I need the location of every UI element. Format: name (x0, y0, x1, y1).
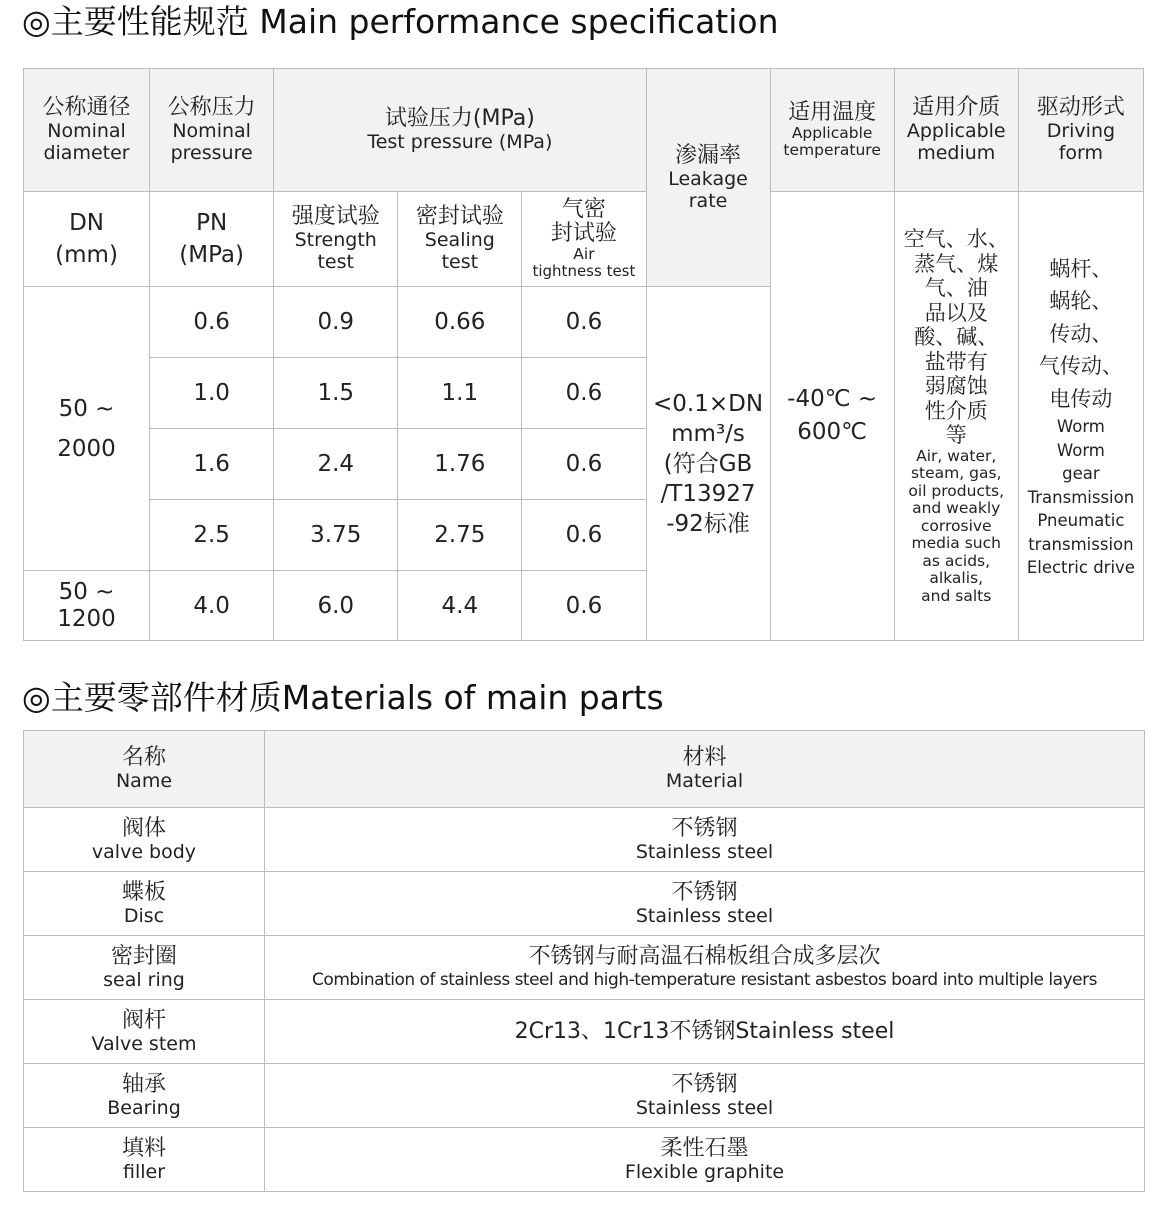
air-tightness-subheader (522, 192, 646, 287)
header-zh: 适用温度 (788, 99, 877, 125)
air-cell: 0.6 (522, 571, 646, 641)
strength-cell: 3.75 (274, 500, 398, 571)
material-cell (265, 1000, 1145, 1064)
dn-subheader (24, 192, 150, 287)
driving-text: 电传动 (1049, 386, 1113, 411)
header-en: Nominal (47, 120, 126, 142)
medium-value (894, 192, 1018, 641)
material-en: Combination of stainless steel and high-temperature resistant asbestos board into multiple layers (312, 969, 1097, 990)
air-cell: 0.6 (522, 500, 646, 571)
medium-text: and weakly (912, 499, 1001, 517)
medium-text: Air, water, (916, 446, 997, 465)
medium-text: 气、油 (924, 276, 988, 300)
medium-text: as acids, (922, 551, 991, 570)
temperature-text: -40℃ ~ (787, 386, 878, 412)
header-zh: 材料 (682, 745, 727, 770)
part-name-en: Disc (123, 904, 165, 927)
materials-header-row (24, 731, 1145, 808)
subheader-row (24, 192, 1144, 287)
pn-cell: 4.0 (150, 571, 274, 641)
driving-text: 蜗轮、 (1049, 289, 1113, 313)
driving-text: 蜗杆、 (1049, 256, 1113, 281)
material-zh: 不锈钢与耐高温石棉板组合成多层次 (528, 943, 881, 969)
leakage-text: -92标准 (666, 510, 750, 537)
medium-text: steam, gas, (910, 464, 1002, 482)
header-zh: 适用介质 (912, 95, 1001, 120)
subheader-en: tightness test (532, 262, 636, 280)
driving-text: transmission (1028, 534, 1134, 554)
dn-range-cell (24, 571, 150, 641)
leakage-text: /T13927 (660, 480, 756, 507)
medium-text: oil products, (908, 481, 1005, 500)
subheader-en: Sealing (424, 229, 495, 251)
part-name-cell (24, 872, 265, 936)
subheader-en: Air (573, 244, 595, 263)
air-cell: 0.6 (522, 287, 646, 358)
name-header (24, 731, 265, 808)
material-en: Stainless steel (635, 840, 774, 863)
nominal-pressure-header (150, 69, 274, 192)
air-cell: 0.6 (522, 358, 646, 429)
leakage-text: mm³/s (671, 420, 745, 447)
header-en: Nominal (172, 120, 251, 142)
material-cell (265, 936, 1145, 1000)
medium-text: media such (911, 534, 1001, 552)
part-name-en: filler (122, 1160, 166, 1183)
part-name-zh: 蝶板 (121, 879, 166, 905)
sealing-cell: 0.66 (398, 287, 522, 358)
pn-cell: 1.6 (150, 429, 274, 500)
medium-text: 盐带有 (924, 349, 988, 374)
driving-value (1018, 192, 1143, 641)
leakage-value (646, 287, 770, 641)
sealing-cell: 4.4 (398, 571, 522, 641)
header-en: temperature (783, 141, 881, 159)
header-en: Leakage (668, 167, 748, 190)
medium-text: alkalis, (929, 569, 984, 587)
strength-cell: 0.9 (274, 287, 398, 358)
leakage-text: (符合GB (663, 450, 753, 477)
subheader-zh: 气密 (561, 196, 606, 222)
header-en: medium (917, 142, 996, 164)
driving-header (1018, 69, 1143, 192)
medium-text: corrosive (920, 516, 992, 535)
material-en: Flexible graphite (624, 1160, 785, 1183)
medium-text: 性介质 (924, 398, 988, 423)
header-zh: 公称压力 (167, 95, 256, 120)
materials-table (23, 730, 1145, 1192)
part-name-en: valve body (91, 840, 197, 863)
header-en: Applicable (906, 120, 1006, 142)
part-name-zh: 阀杆 (121, 1007, 166, 1033)
test-pressure-header (274, 69, 646, 192)
header-en: form (1058, 142, 1104, 164)
pn-cell: 1.0 (150, 358, 274, 429)
part-name-zh: 填料 (121, 1135, 166, 1161)
nominal-diameter-header (24, 69, 150, 192)
medium-text: 空气、水、 (903, 227, 1009, 251)
subheader-text: DN (69, 210, 104, 236)
material-cell (265, 1064, 1145, 1128)
material-header (265, 731, 1145, 808)
medium-text: 蒸气、煤 (914, 251, 999, 276)
material-cell (265, 1128, 1145, 1192)
performance-spec-table (23, 68, 1144, 641)
header-en: Test pressure (MPa) (367, 131, 553, 153)
pn-subheader (150, 192, 274, 287)
driving-text: 气传动、 (1038, 354, 1123, 378)
part-name-cell (24, 1000, 265, 1064)
header-row (24, 69, 1144, 192)
table-row (24, 1000, 1145, 1064)
table-row (24, 1064, 1145, 1128)
leakage-header (646, 69, 770, 287)
header-zh: 驱动形式 (1036, 95, 1125, 120)
medium-text: 弱腐蚀 (924, 374, 988, 398)
header-zh: 公称通径 (42, 95, 131, 120)
material-en: Stainless steel (635, 904, 774, 927)
dn-range-text: 50 ~ (58, 395, 115, 422)
temperature-text: 600℃ (797, 419, 867, 445)
strength-cell: 2.4 (274, 429, 398, 500)
subheader-zh: 封试验 (550, 220, 617, 246)
header-en: Driving (1046, 120, 1116, 142)
subheader-text: (mm) (55, 242, 118, 268)
table-row (24, 808, 1145, 872)
dn-range-text: 50 ~ (58, 578, 115, 605)
medium-text: 酸、碱、 (914, 325, 999, 349)
temperature-value (770, 192, 894, 641)
temperature-header (770, 69, 894, 192)
header-en: Name (115, 770, 173, 792)
dn-range-cell (24, 287, 150, 571)
table-row (24, 872, 1145, 936)
subheader-zh: 密封试验 (415, 204, 504, 229)
sealing-cell: 1.76 (398, 429, 522, 500)
driving-text: Transmission (1027, 487, 1135, 507)
material-cell (265, 872, 1145, 936)
air-cell: 0.6 (522, 429, 646, 500)
material-cell (265, 808, 1145, 872)
part-name-en: seal ring (103, 968, 185, 991)
subheader-en: Strength (294, 229, 377, 251)
part-name-cell (24, 1128, 265, 1192)
part-name-zh: 密封圈 (110, 943, 177, 969)
dn-range-text: 1200 (57, 605, 116, 632)
material-zh: 不锈钢 (671, 1071, 738, 1097)
material-en: Stainless steel (635, 1096, 774, 1119)
part-name-cell (24, 1064, 265, 1128)
strength-test-subheader (274, 192, 398, 287)
header-en: diameter (43, 142, 130, 164)
driving-text: gear (1062, 464, 1100, 483)
pn-cell: 2.5 (150, 500, 274, 571)
material-zh: 2Cr13、1Cr13不锈钢Stainless steel (514, 1018, 895, 1044)
table-row (24, 1128, 1145, 1192)
header-en: pressure (170, 142, 253, 164)
performance-section-title: ◎主要性能规范 Main performance specification (22, 2, 779, 41)
materials-section-title: ◎主要零部件材质Materials of main parts (22, 678, 664, 717)
header-zh: 渗漏率 (675, 142, 742, 168)
header-en: rate (688, 189, 728, 212)
subheader-text: (MPa) (179, 242, 244, 268)
subheader-en: test (441, 251, 479, 273)
driving-text: Electric drive (1026, 558, 1135, 577)
dn-range-text: 2000 (57, 435, 116, 462)
medium-text: 等 (945, 423, 967, 447)
header-zh: 试验压力(MPa) (384, 106, 535, 131)
material-zh: 不锈钢 (671, 879, 738, 905)
leakage-text: <0.1×DN (653, 390, 764, 417)
part-name-cell (24, 936, 265, 1000)
pn-cell: 0.6 (150, 287, 274, 358)
medium-header (894, 69, 1018, 192)
strength-cell: 6.0 (274, 571, 398, 641)
subheader-text: PN (196, 210, 228, 236)
medium-text: and salts (921, 586, 992, 605)
part-name-zh: 阀体 (121, 815, 166, 841)
header-en: Applicable (791, 123, 873, 142)
header-zh: 名称 (121, 745, 166, 770)
driving-text: 传动、 (1049, 321, 1113, 346)
part-name-en: Valve stem (91, 1032, 197, 1055)
subheader-zh: 强度试验 (291, 204, 380, 229)
sealing-test-subheader (398, 192, 522, 287)
part-name-cell (24, 808, 265, 872)
subheader-en: test (317, 251, 354, 273)
material-zh: 不锈钢 (671, 815, 738, 841)
sealing-cell: 1.1 (398, 358, 522, 429)
header-en: Material (665, 770, 744, 792)
driving-text: Worm (1056, 417, 1105, 436)
part-name-en: Bearing (107, 1096, 181, 1119)
strength-cell: 1.5 (274, 358, 398, 429)
part-name-zh: 轴承 (121, 1071, 166, 1097)
driving-text: Pneumatic (1037, 511, 1125, 530)
driving-text: Worm (1056, 440, 1105, 460)
medium-text: 品以及 (924, 300, 988, 325)
sealing-cell: 2.75 (398, 500, 522, 571)
material-zh: 柔性石墨 (660, 1135, 749, 1161)
table-row (24, 936, 1145, 1000)
